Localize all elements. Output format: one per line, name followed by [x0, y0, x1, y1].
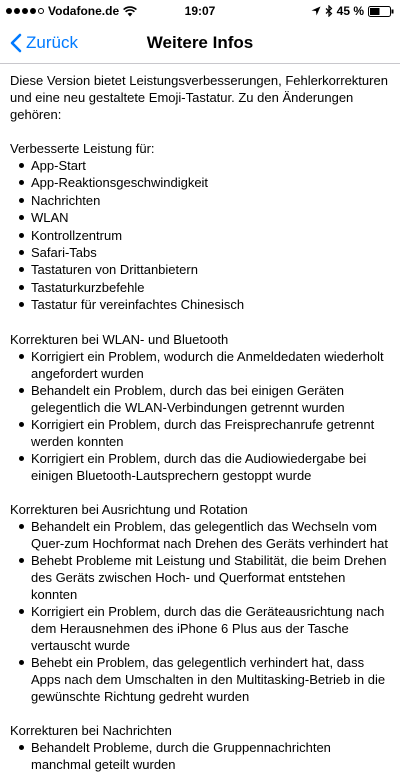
list-item: Kontrollzentrum [18, 227, 390, 244]
list-item: Korrigiert ein Problem, durch das die Audiowiedergabe bei einigen Bluetooth-Lautsprechern gestoppt wurde [18, 450, 390, 484]
section-performance [10, 140, 390, 314]
list-item: Korrigiert ein Problem, durch das Freisprechanrufe getrennt werden konnten [18, 416, 390, 450]
section-title: Verbesserte Leistung für: [10, 141, 155, 156]
list-item: Behebt ein Problem, das gelegentlich verhindert hat, dass Apps nach dem Umschalten in den Multitasking-Betrieb in die gewünschte Richtung gedreht wurden [18, 654, 390, 705]
section-title: Korrekturen bei Ausrichtung und Rotation [10, 501, 248, 517]
release-notes [0, 64, 400, 773]
wifi-icon [123, 6, 137, 17]
section-messages [10, 722, 390, 773]
list-item: Korrigiert ein Problem, wodurch die Anmeldedaten wiederholt angefordert wurden [18, 348, 390, 382]
section-title: Korrekturen bei Nachrichten [10, 722, 172, 738]
intro-text: Diese Version bietet Leistungsverbesserungen, Fehlerkorrekturen und eine neu gestaltete Emoji-Tastatur. Zu den Änderungen gehören: [10, 73, 388, 122]
list-item: Behandelt ein Problem, das gelegentlich das Wechseln vom Quer-zum Hochformat nach Drehen des Geräts verhindert hat [18, 518, 390, 552]
list-item: Korrigiert ein Problem, durch das die Geräteausrichtung nach dem Herausnehmen des iPhone 6 Plus aus der Tasche vertauscht wurde [18, 603, 390, 654]
list-item: App-Start [18, 157, 390, 174]
battery-icon [368, 6, 394, 17]
list-item: Behandelt Probleme, durch die Gruppennachrichten manchmal geteilt wurden [18, 739, 390, 773]
battery-percent: 45 % [336, 4, 364, 18]
list-item: Behebt Probleme mit Leistung und Stabilität, die beim Drehen des Geräts zwischen Hoch- und Querformat entstehen konnten [18, 552, 390, 603]
status-time: 19:07 [184, 4, 216, 18]
section-orientation [10, 501, 390, 705]
list-item: Safari-Tabs [18, 244, 390, 261]
list-item: Tastatur für vereinfachtes Chinesisch [18, 296, 390, 313]
bullet-list [10, 348, 390, 484]
list-item: App-Reaktionsgeschwindigkeit [18, 174, 390, 191]
back-label: Zurück [26, 33, 78, 52]
bullet-list [10, 518, 390, 705]
status-bar [0, 0, 400, 22]
list-item: Nachrichten [18, 192, 390, 209]
signal-strength-icon [6, 8, 44, 14]
location-arrow-icon [311, 6, 321, 16]
page-title: Weitere Infos [146, 32, 254, 52]
carrier-name: Vodafone.de [48, 4, 120, 18]
bullet-list [10, 739, 390, 773]
bluetooth-icon [325, 5, 333, 17]
chevron-left-icon [10, 33, 22, 53]
section-title: Korrekturen bei WLAN- und Bluetooth [10, 331, 229, 347]
status-right [311, 4, 394, 18]
list-item: Tastaturen von Drittanbietern [18, 261, 390, 278]
section-wlan-bluetooth [10, 331, 390, 484]
status-left [6, 4, 137, 18]
bullet-list [10, 157, 390, 314]
list-item: Behandelt ein Problem, durch das bei einigen Geräten gelegentlich die WLAN-Verbindungen getrennt wurden [18, 382, 390, 416]
list-item: WLAN [18, 209, 390, 226]
list-item: Tastaturkurzbefehle [18, 279, 390, 296]
navigation-bar [0, 22, 400, 64]
back-button[interactable] [10, 22, 78, 64]
